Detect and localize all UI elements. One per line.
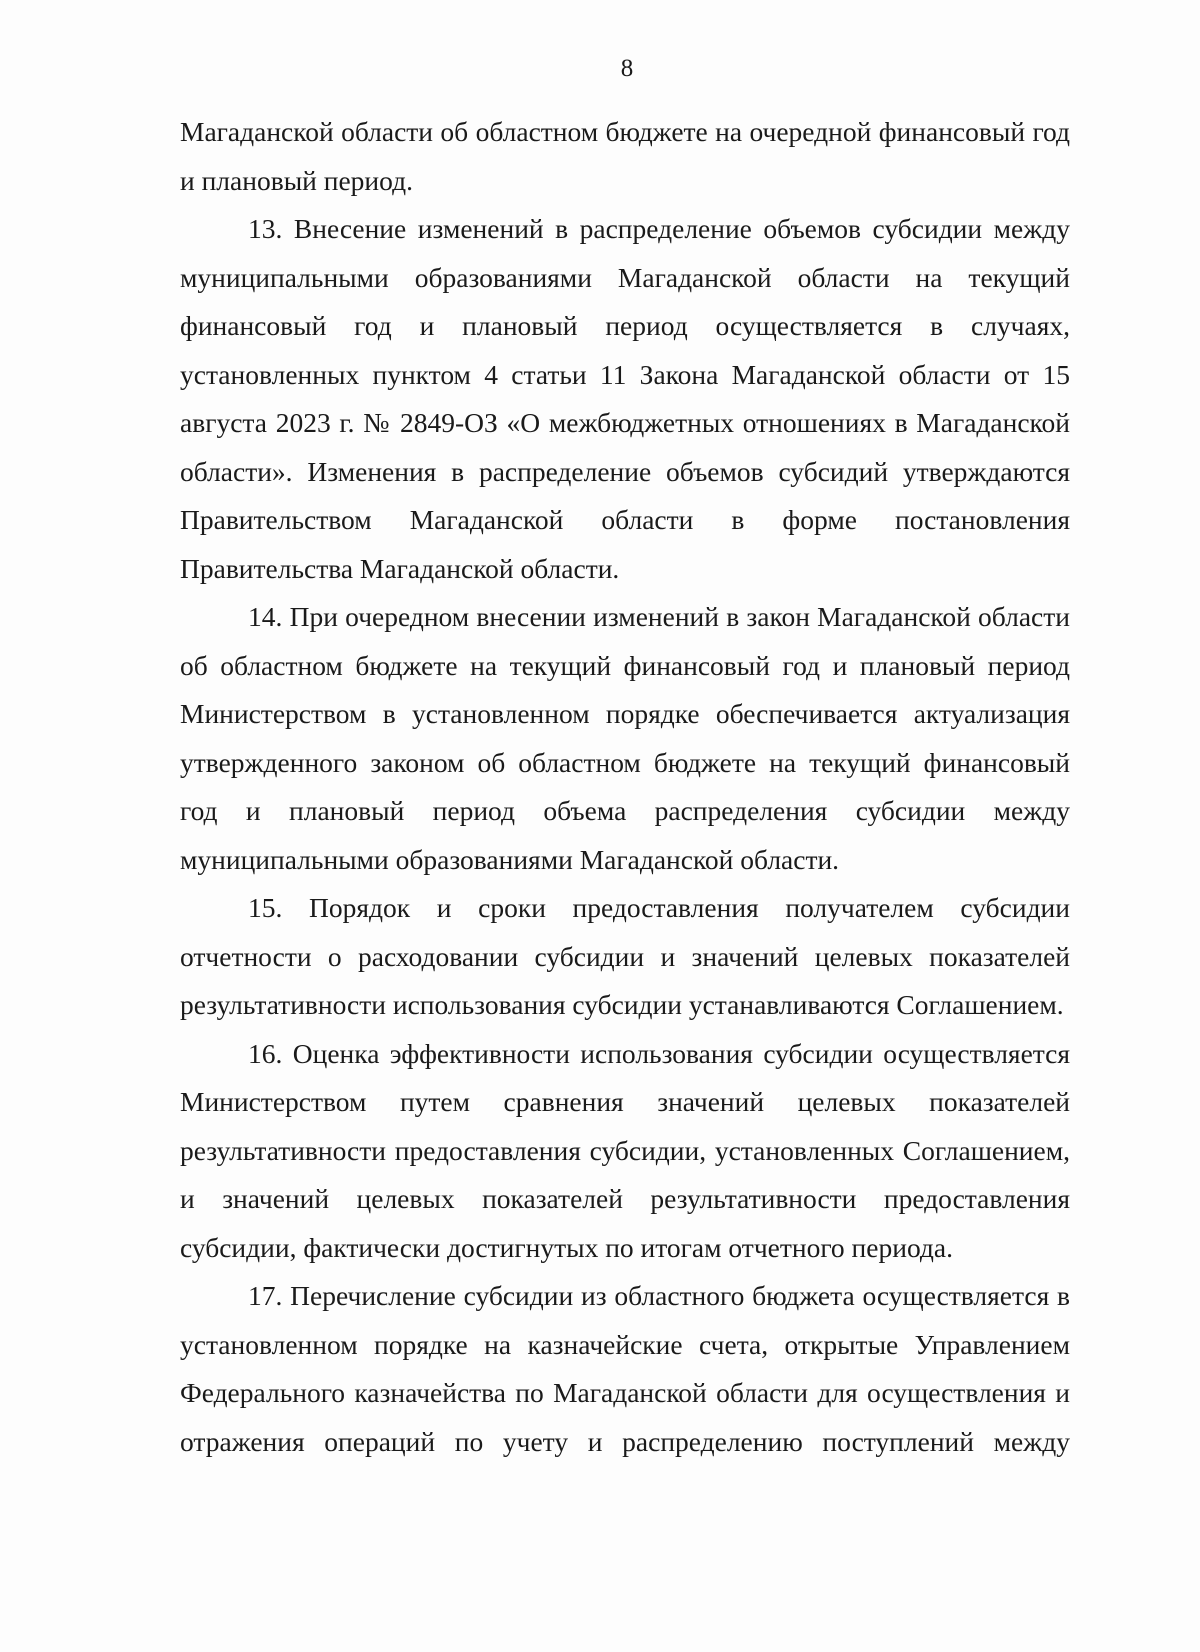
paragraph-continuation: Магаданской области об областном бюджете на очередной финансовый год и плановый период. — [180, 116, 1070, 196]
page-number: 8 — [620, 55, 634, 82]
paragraph-16: 16. Оценка эффективности использования субсидии осуществляется Министерством путем сравнения значений целевых показателей результативности предоставления субсидии, установленных Соглашением, и значений целевых показателей результативности предоставления субсидии, фактически достигнутых по итогам отчетного периода. — [180, 1037, 1070, 1263]
paragraph-13: 13. Внесение изменений в распределение объемов субсидии между муниципальными образованиями Магаданской области на текущий финансовый год и плановый период осуществляется в случаях, установленных пунктом 4 статьи 11 Закона Магаданской области от 15 августа 2023 г. № 2849-ОЗ «О межбюджетных отношениях в Магаданской области». Изменения в распределение объемов субсидий утверждаются Правительством Магаданской области в форме постановления Правительства Магаданской области. — [180, 213, 1070, 584]
paragraph-15: 15. Порядок и сроки предоставления получателем субсидии отчетности о расходовании субсидии и значений целевых показателей результативности использования субсидии устанавливаются Соглашением. — [180, 892, 1070, 1020]
paragraph-14: 14. При очередном внесении изменений в закон Магаданской области об областном бюджете на текущий финансовый год и плановый период Министерством в установленном порядке обеспечивается актуализация утвержденного законом об областном бюджете на текущий финансовый год и плановый период объема распределения субсидии между муниципальными образованиями Магаданской области. — [180, 601, 1070, 875]
paragraph-17: 17. Перечисление субсидии из областного бюджета осуществляется в установленном порядке на казначейские счета, открытые Управлением Федерального казначейства по Магаданской области для осуществления и отражения операций по учету и распределению поступлений между — [180, 1280, 1070, 1457]
document-body — [180, 108, 1070, 1466]
